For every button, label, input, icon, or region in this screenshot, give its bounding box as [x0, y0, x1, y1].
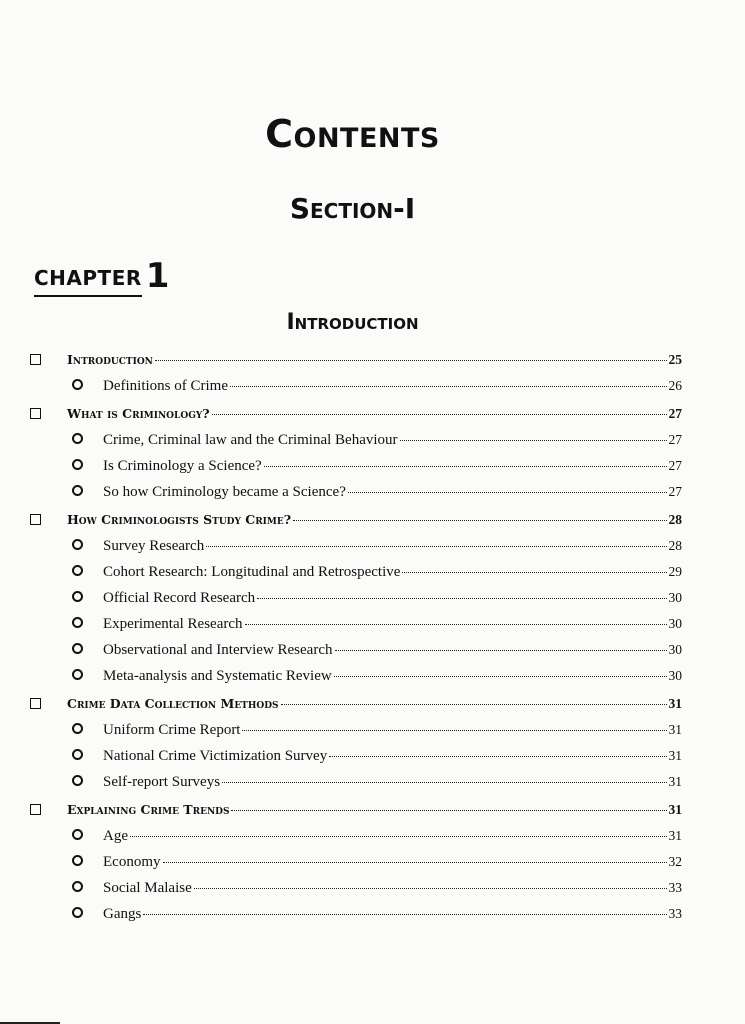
toc-sub-entry: [30, 906, 682, 932]
toc-page-number: 31: [668, 828, 682, 843]
dot-leader: [334, 676, 667, 677]
dot-leader: [194, 888, 667, 889]
toc-page-number: 31: [668, 696, 682, 711]
toc-page-number: 27: [668, 406, 682, 421]
dot-leader: [163, 862, 667, 863]
dot-leader: [348, 492, 667, 493]
toc-sub-entry: [30, 748, 682, 774]
toc-entry-label: Definitions of Crime: [103, 378, 228, 394]
toc-entry-label: What is Criminology?: [67, 406, 210, 421]
circle-bullet-icon: [72, 433, 83, 444]
toc-entry-label: So how Criminology became a Science?: [103, 484, 346, 500]
toc-sub-entry: [30, 880, 682, 906]
toc-entry-label: Is Criminology a Science?: [103, 458, 262, 474]
dot-leader: [281, 704, 667, 705]
chapter-word: CHAPTER: [34, 266, 142, 297]
toc-entry-label: Observational and Interview Research: [103, 642, 333, 658]
circle-bullet-icon: [72, 881, 83, 892]
toc-sub-entry: [30, 668, 682, 694]
section-title: Section-I: [289, 192, 416, 225]
toc-entry-label: Social Malaise: [103, 880, 192, 896]
checkbox-bullet-icon: [30, 804, 41, 815]
toc-page-number: 31: [668, 774, 682, 789]
toc-entry-label: Economy: [103, 854, 161, 870]
toc-entry-label: National Crime Victimization Survey: [103, 748, 328, 764]
chapter-title: Introduction: [286, 310, 419, 335]
dot-leader: [242, 730, 666, 731]
chapter-heading: [34, 256, 169, 297]
circle-bullet-icon: [72, 591, 83, 602]
toc-main-entry: [30, 512, 682, 538]
dot-leader: [245, 624, 667, 625]
toc-sub-entry: [30, 538, 682, 564]
toc-sub-entry: [30, 484, 682, 510]
dot-leader: [231, 810, 666, 811]
toc-entry-label: Official Record Research: [103, 590, 256, 606]
toc-page-number: 28: [668, 538, 682, 553]
circle-bullet-icon: [72, 459, 83, 470]
toc-sub-entry: [30, 854, 682, 880]
circle-bullet-icon: [72, 485, 83, 496]
toc-entry-label: Age: [103, 828, 128, 844]
chapter-number: 1: [145, 256, 170, 296]
toc-page-number: 31: [668, 722, 682, 737]
dot-leader: [329, 756, 666, 757]
toc-entry-label: Crime, Criminal law and the Criminal Behaviour: [103, 432, 398, 448]
toc-page-number: 28: [668, 512, 682, 527]
dot-leader: [293, 520, 666, 521]
toc-page-number: 27: [668, 484, 682, 499]
toc-sub-entry: [30, 774, 682, 800]
toc-entry-label: Crime Data Collection Methods: [67, 696, 279, 711]
toc-sub-entry: [30, 642, 682, 668]
toc-page-number: 30: [668, 616, 682, 631]
dot-leader: [143, 914, 666, 915]
toc-entry-label: Experimental Research: [103, 616, 243, 632]
checkbox-bullet-icon: [30, 408, 41, 419]
toc-page-number: 33: [668, 906, 682, 921]
dot-leader: [206, 546, 666, 547]
circle-bullet-icon: [72, 617, 83, 628]
toc-entry-label: Cohort Research: Longitudinal and Retrospective: [103, 564, 401, 580]
circle-bullet-icon: [72, 669, 83, 680]
toc-main-entry: [30, 802, 682, 828]
checkbox-bullet-icon: [30, 514, 41, 525]
dot-leader: [402, 572, 666, 573]
circle-bullet-icon: [72, 565, 83, 576]
toc-entry-label: Meta-analysis and Systematic Review: [103, 668, 332, 684]
toc-page-number: 26: [668, 378, 682, 393]
toc-entry-label: How Criminologists Study Crime?: [67, 512, 292, 527]
toc-entry-label: Uniform Crime Report: [103, 722, 241, 738]
circle-bullet-icon: [72, 855, 83, 866]
toc-sub-entry: [30, 378, 682, 404]
circle-bullet-icon: [72, 723, 83, 734]
circle-bullet-icon: [72, 379, 83, 390]
dot-leader: [222, 782, 666, 783]
checkbox-bullet-icon: [30, 698, 41, 709]
toc-sub-entry: [30, 722, 682, 748]
dot-leader: [230, 386, 667, 387]
toc-page-number: 31: [668, 802, 682, 817]
toc-entry-label: Explaining Crime Trends: [67, 802, 230, 817]
toc-sub-entry: [30, 458, 682, 484]
checkbox-bullet-icon: [30, 354, 41, 365]
toc-sub-entry: [30, 432, 682, 458]
toc-sub-entry: [30, 564, 682, 590]
toc-main-entry: [30, 406, 682, 432]
toc-entry-label: Gangs: [103, 906, 142, 922]
circle-bullet-icon: [72, 643, 83, 654]
dot-leader: [264, 466, 667, 467]
toc-page-number: 27: [668, 458, 682, 473]
dot-leader: [335, 650, 667, 651]
toc-page-number: 25: [668, 352, 682, 367]
circle-bullet-icon: [72, 749, 83, 760]
toc-page-number: 33: [668, 880, 682, 895]
dot-leader: [257, 598, 666, 599]
toc-list: [30, 352, 682, 932]
dot-leader: [212, 414, 667, 415]
toc-page-number: 30: [668, 668, 682, 683]
toc-entry-label: Introduction: [67, 352, 153, 367]
toc-entry-label: Self-report Surveys: [103, 774, 221, 790]
toc-sub-entry: [30, 828, 682, 854]
circle-bullet-icon: [72, 907, 83, 918]
toc-sub-entry: [30, 590, 682, 616]
toc-page-number: 29: [668, 564, 682, 579]
toc-page-number: 30: [668, 642, 682, 657]
toc-sub-entry: [30, 616, 682, 642]
toc-page-number: 32: [668, 854, 682, 869]
toc-page-number: 31: [668, 748, 682, 763]
circle-bullet-icon: [72, 539, 83, 550]
toc-page-number: 27: [668, 432, 682, 447]
dot-leader: [400, 440, 667, 441]
toc-entry-label: Survey Research: [103, 538, 205, 554]
circle-bullet-icon: [72, 829, 83, 840]
circle-bullet-icon: [72, 775, 83, 786]
toc-main-entry: [30, 352, 682, 378]
toc-page-number: 30: [668, 590, 682, 605]
dot-leader: [130, 836, 667, 837]
contents-title: Contents: [265, 112, 440, 156]
dot-leader: [155, 360, 667, 361]
toc-main-entry: [30, 696, 682, 722]
